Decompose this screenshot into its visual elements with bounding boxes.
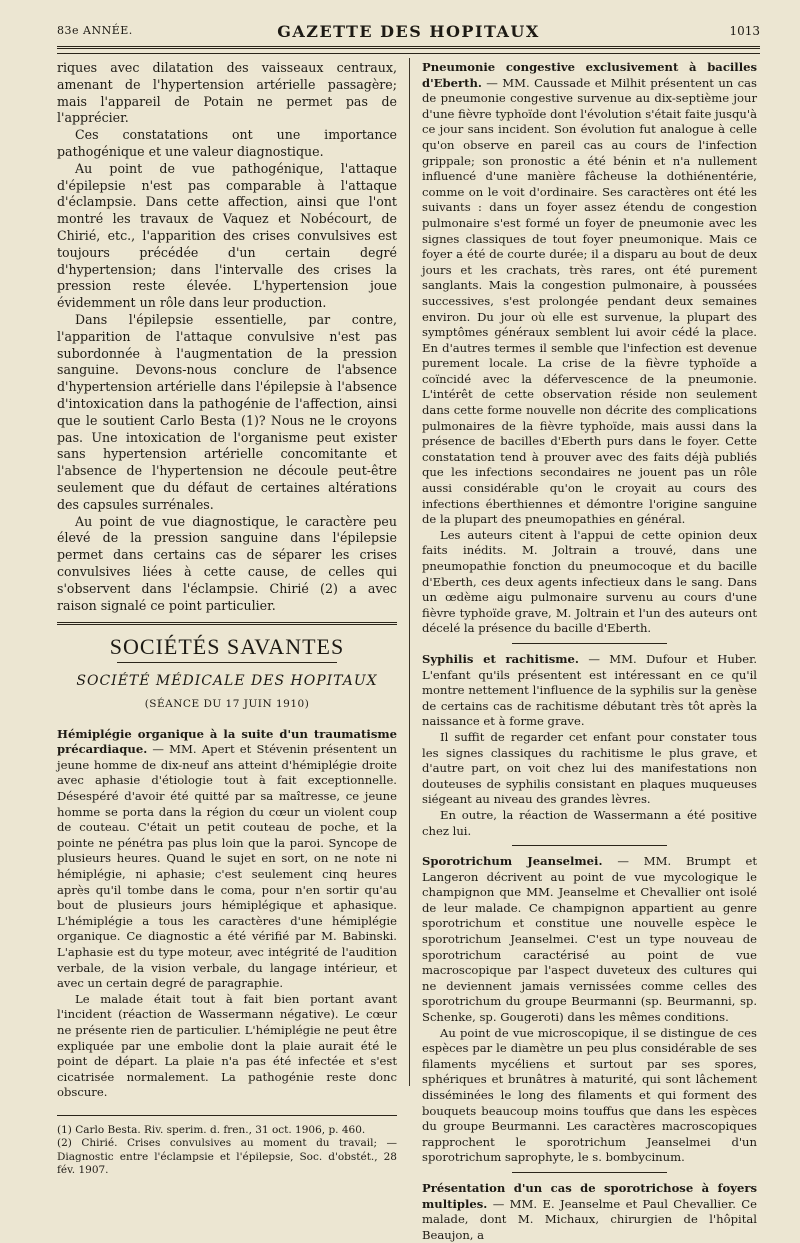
- article-separator: [512, 1172, 667, 1173]
- society-title: SOCIÉTÉ MÉDICALE DES HOPITAUX: [76, 673, 378, 690]
- article-text: — MM. Apert et Stévenin présentent un jeune homme de dix-neuf ans atteint d'hémiplégie droite avec aphasie d'étiologie tout à fait exceptionnelle. Désespéré d'avoir été quitté par sa maîtresse, ce jeune homme se porta dans la région du cœur un violent coup de couteau. C'était un petit couteau de poche, et la pointe ne pénétra pas plus loin que la paroi. Syncope de plusieurs heures. Quand le sujet en sort, on ne note ni hémiplégie, ni aphasie; c'est seulement cinq heures après qu'il tombe dans le coma, pour n'en sortir qu'au bout de plusieurs jours hémiplégique et aphasique. L'hémiplégie a tous les caractères d'une hémiplégie organique. Ce diagnostic a été vérifié par M. Babinski. L'aphasie est du type moteur, avec intégrité de l'audition verbale, de la vision verbale, du langage intérieur, et avec un certain degré de paragraphie.: [57, 742, 397, 991]
- paragraph: Au point de vue pathogénique, l'attaque d'épilepsie n'est pas comparable à l'attaque d'éclampsie. Dans cette affection, ainsi que l'ont montré les travaux de Vaquez et Nobécourt, de Chirié, etc., l'apparition des crises convulsives est toujours précédée d'un certain degré d'hypertension; dans l'intervalle des crises la pression reste élevée. L'hypertension joue évidemment un rôle dans leur production.: [57, 160, 397, 311]
- paragraph: Les auteurs citent à l'appui de cette opinion deux faits inédits. M. Joltrain a trouvé, dans une pneumopathie fonction du pneumocoque et du bacille d'Eberth, ces deux agents infectieux dans le sang. Dans un œdème aigu pulmonaire survenu au cours d'une fièvre typhoïde grave, M. Joltrain et l'un des auteurs ont décelé la présence du bacille d'Eberth.: [422, 527, 757, 636]
- article-title: Hémiplégie organique à la suite d'un traumatisme précardiaque.: [57, 726, 397, 757]
- footnotes: [57, 1124, 397, 1178]
- article-separator: [512, 643, 667, 644]
- paragraph: Au point de vue diagnostique, le caractère peu élevé de la pression sanguine dans l'épilepsie permet dans certains cas de séparer les crises convulsives liées à cette cause, de celles qui s'observent dans l'éclampsie. Chirié (2) a avec raison signalé ce point particulier.: [57, 513, 397, 613]
- footnote-1: (1) Carlo Besta. Riv. sperim. d. fren., 31 oct. 1906, p. 460.: [57, 1123, 366, 1136]
- article-separator: [512, 845, 667, 846]
- paragraph: Dans l'épilepsie essentielle, par contre, l'apparition de l'attaque convulsive n'est pas subordonnée à l'augmentation de la pression sanguine. Devons-nous conclure de l'absence d'hypertension artérielle dans l'épilepsie à l'absence d'intoxication dans la pathogénie de l'affection, ainsi que le soutient Carlo Besta (1)? Nous ne le croyons pas. Une intoxication de l'organisme peut exister sans hypertension artérielle concomitante et l'absence de l'hypertension ne découle peut-être seulement que du défaut de certaines altérations des capsules surrénales.: [57, 311, 397, 512]
- seance-date: (SÉANCE DU 17 JUIN 1910): [144, 697, 310, 710]
- footnote-2: (2) Chirié. Crises convulsives au moment du travail; — Diagnostic entre l'éclampsie et l'épilepsie, Soc. d'obstét., 28 fév. 1907.: [57, 1137, 397, 1177]
- footnote-rule: [57, 1115, 397, 1116]
- paragraph: Le malade était tout à fait bien portant avant l'incident (réaction de Wassermann négative). Le cœur ne présente rien de particulier. L'hémiplégie ne peut être expliquée par une embolie dont la plaie aurait été le point de départ. La plaie n'a pas été infectée et s'est cicatrisée normalement. La pathogénie reste donc obscure.: [57, 991, 397, 1100]
- page-header: [57, 22, 760, 44]
- paragraph: Au point de vue microscopique, il se distingue de ces espèces par le diamètre un peu plus considérable de ses filaments mycéliens et surtout par ses spores, sphériques et brunâtres à maturité, qui sont lâchement disséminées le long des filaments et qui forment des bouquets beaucoup moins touffus que dans les espèces du groupe Beurmanni. Les caractères macroscopiques rapprochent le sporotrichum Jeanselmei d'un sporotrichum saprophyte, le s. bombycinum.: [422, 1025, 757, 1165]
- paragraph: En outre, la réaction de Wassermann a été positive chez lui.: [422, 807, 757, 838]
- article-title: Pneumonie congestive exclusivement à bacilles d'Eberth.: [422, 60, 757, 90]
- left-column: [57, 60, 397, 1178]
- paragraph: Ces constatations ont une importance pathogénique et une valeur diagnostique.: [57, 127, 397, 159]
- paragraph: riques avec dilatation des vaisseaux centraux, amenant de l'hypertension artérielle passagère; mais l'appareil de Potain ne permet pas de l'apprécier.: [57, 60, 397, 126]
- issue-label: 83e ANNÉE.: [57, 24, 133, 37]
- header-rule: [57, 46, 760, 54]
- article-text: — MM. Brumpt et Langeron décrivent au point de vue mycologique le champignon que MM. Jeanselme et Chevallier ont isolé de leur malade. Ce champignon appartient au genre sporotrichum et constitue une nouvelle espèce le sporotrichum Jeanselmei. C'est un type nouveau de sporotrichum caractérisé au point de vue macroscopique par l'aspect duveteux des cultures qui ne deviennent jamais vernissées comme celles des sporotrichum du groupe Beurmanni (sp. Beurmanni, sp. Schenke, sp. Gougeroti) dans les mêmes conditions.: [422, 854, 758, 1025]
- paragraph: Il suffit de regarder cet enfant pour constater tous les signes classiques du rachitisme le plus grave, et d'autre part, on voit chez lui des manifestations non douteuses de syphilis consistant en plaques muqueuses siégeant au niveau des grandes lèvres.: [422, 729, 757, 807]
- column-divider: [409, 58, 410, 1086]
- article-text: — MM. Caussade et Milhit présentent un cas de pneumonie congestive survenue au dix-septième jour d'une fièvre typhoïde dont l'évolution s'était faite jusqu'à ce jour sans incident. Son évolution fut analogue à celle qu'on observe en pareil cas au cours de l'infection grippale; son pronostic a été bénin et n'a nullement influencé d'une manière fâcheuse la dothiénentérie, comme on le voit d'ordinaire. Ses caractères ont été les suivants : dans un foyer assez étendu de congestion pulmonaire s'est formé un foyer de pneumonie avec les signes classiques de tout foyer pneumonique. Mais ce foyer a été de courte durée; il a disparu au bout de deux jours et les crachats, très rares, ont été purement sanglants. Mais la congestion pulmonaire, à poussées successives, s'est prolongée pendant deux semaines environ. Du jour où elle est survenue, la plupart des symptômes généraux semblent lui avoir cédé la place. En d'autres termes il semble que l'infection est devenue purement locale. La crise de la fièvre typhoïde a coïncidé avec la défervescence de la pneumonie. L'intérêt de cette observation réside non seulement dans cette forme nouvelle non décrite des complications pulmonaires de la fièvre typhoïde, mais aussi dans la présence de bacilles d'Eberth purs dans le foyer. Cette constatation tend à prouver avec des faits déjà publiés que les infections secondaires ne jouent pas un rôle aussi considérable qu'on le croyait au cours des infections éberthiennes et démontre l'origine sanguine de la plupart des pneumopathies en général.: [422, 75, 758, 527]
- section-title: SOCIÉTÉS SAVANTES: [109, 634, 345, 660]
- section-rule: [57, 622, 397, 625]
- section-underline: [117, 662, 337, 663]
- page-number: 1013: [729, 24, 760, 38]
- article-text: — MM. E. Jeanselme et Paul Chevallier. Ce malade, dont M. Michaux, chirurgien de l'hôpital Beaujon, a: [422, 1196, 758, 1242]
- article-title: Présentation d'un cas de sporotrichose à foyers multiples.: [422, 1180, 757, 1211]
- article-text: — MM. Dufour et Huber. L'enfant qu'ils présentent est intéressant en ce qu'il montre nettement l'influence de la syphilis sur la genèse de certains cas de rachitisme débutant très tôt après la naissance et à forme grave.: [422, 651, 758, 729]
- right-column: [422, 60, 757, 1243]
- article-title: Sporotrichum Jeanselmei.: [422, 854, 603, 869]
- article-title: Syphilis et rachitisme.: [422, 651, 579, 666]
- journal-title: GAZETTE DES HOPITAUX: [277, 22, 540, 41]
- hemiplegie-article: [57, 727, 397, 1101]
